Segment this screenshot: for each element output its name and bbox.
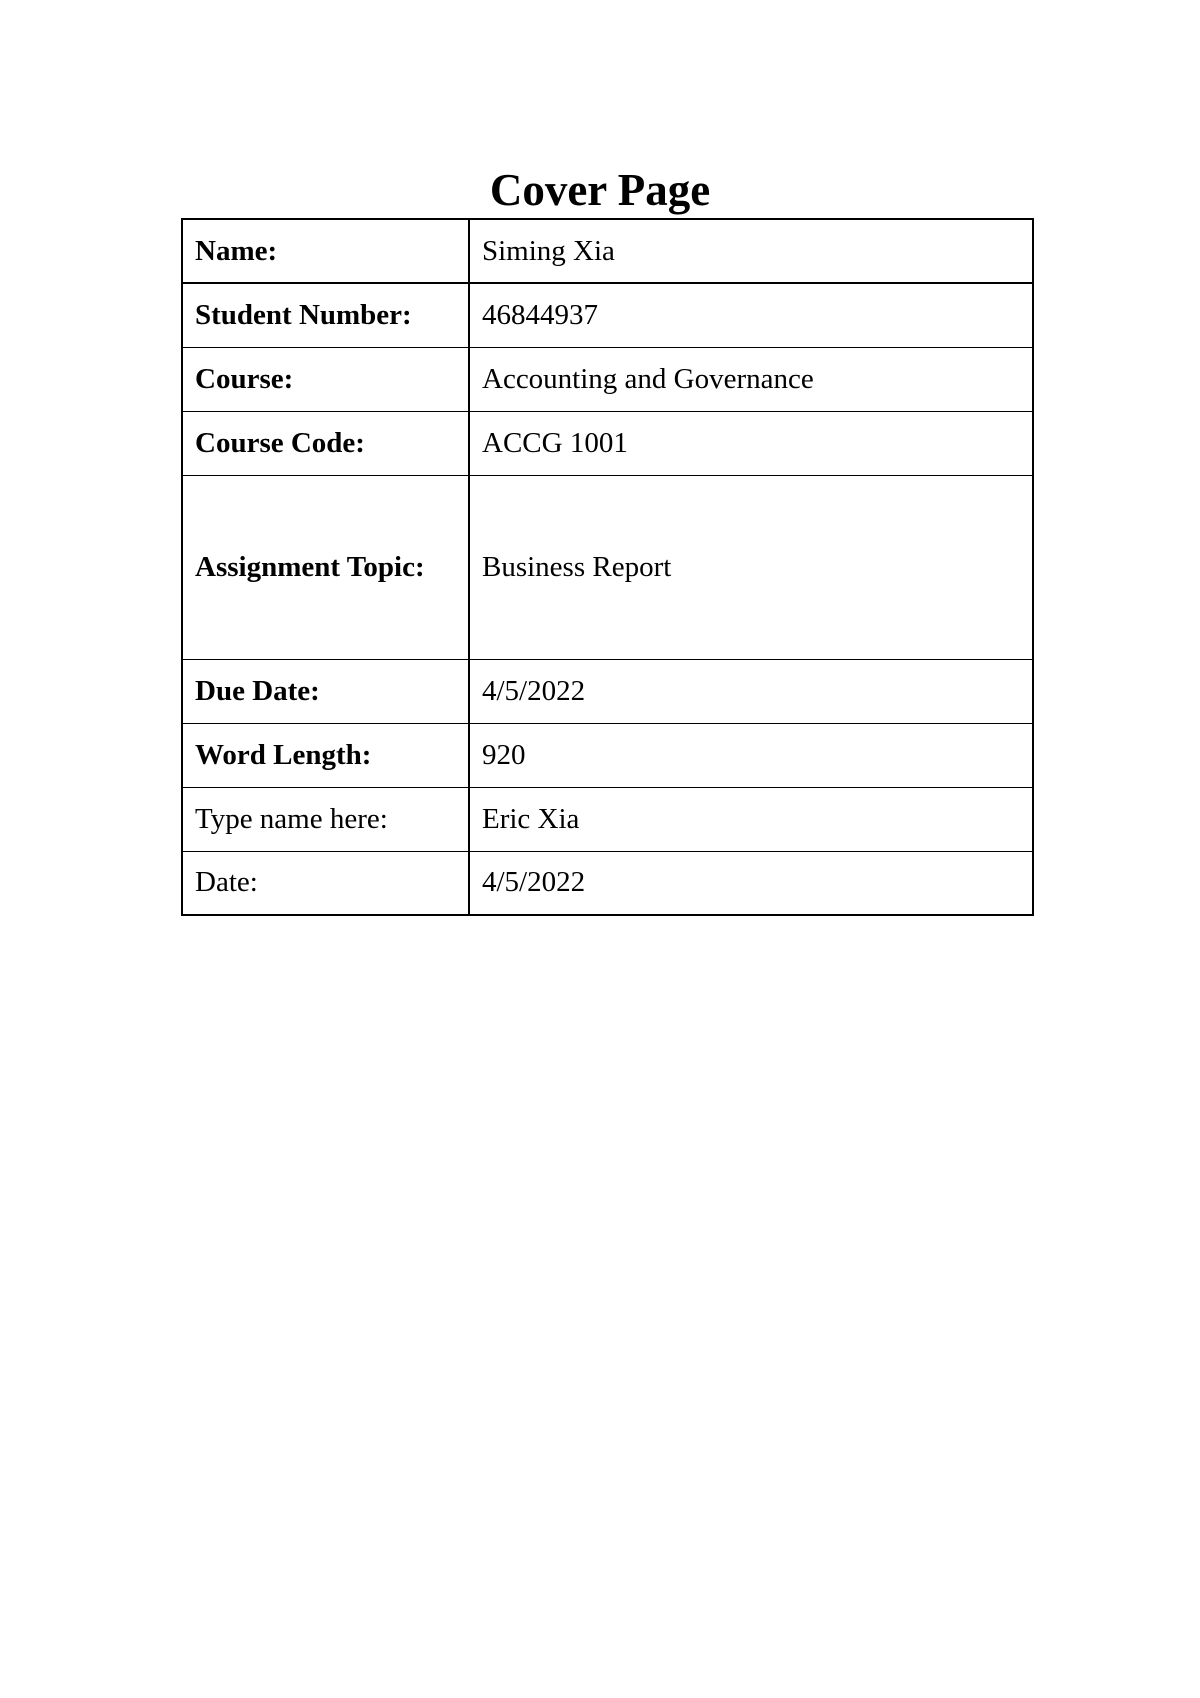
course-code-label: Course Code: bbox=[182, 411, 469, 475]
word-length-label: Word Length: bbox=[182, 723, 469, 787]
name-value: Siming Xia bbox=[469, 219, 1033, 283]
table-row-due-date bbox=[182, 659, 1033, 723]
assignment-topic-label: Assignment Topic: bbox=[182, 475, 469, 659]
table-row-name bbox=[182, 219, 1033, 283]
table-row-assignment-topic bbox=[182, 475, 1033, 659]
due-date-label: Due Date: bbox=[182, 659, 469, 723]
course-label: Course: bbox=[182, 347, 469, 411]
table-row-student-number bbox=[182, 283, 1033, 347]
table-row-course-code bbox=[182, 411, 1033, 475]
course-value: Accounting and Governance bbox=[469, 347, 1033, 411]
student-number-label: Student Number: bbox=[182, 283, 469, 347]
type-name-value: Eric Xia bbox=[469, 787, 1033, 851]
type-name-label: Type name here: bbox=[182, 787, 469, 851]
word-length-value: 920 bbox=[469, 723, 1033, 787]
due-date-value: 4/5/2022 bbox=[469, 659, 1033, 723]
page-title: Cover Page bbox=[489, 165, 711, 215]
cover-info-table bbox=[181, 218, 1034, 916]
date-value: 4/5/2022 bbox=[469, 851, 1033, 915]
table-row-word-length bbox=[182, 723, 1033, 787]
table-row-type-name bbox=[182, 787, 1033, 851]
student-number-value: 46844937 bbox=[469, 283, 1033, 347]
table-row-course bbox=[182, 347, 1033, 411]
assignment-topic-value: Business Report bbox=[469, 475, 1033, 659]
date-label: Date: bbox=[182, 851, 469, 915]
name-label: Name: bbox=[182, 219, 469, 283]
course-code-value: ACCG 1001 bbox=[469, 411, 1033, 475]
table-row-date bbox=[182, 851, 1033, 915]
